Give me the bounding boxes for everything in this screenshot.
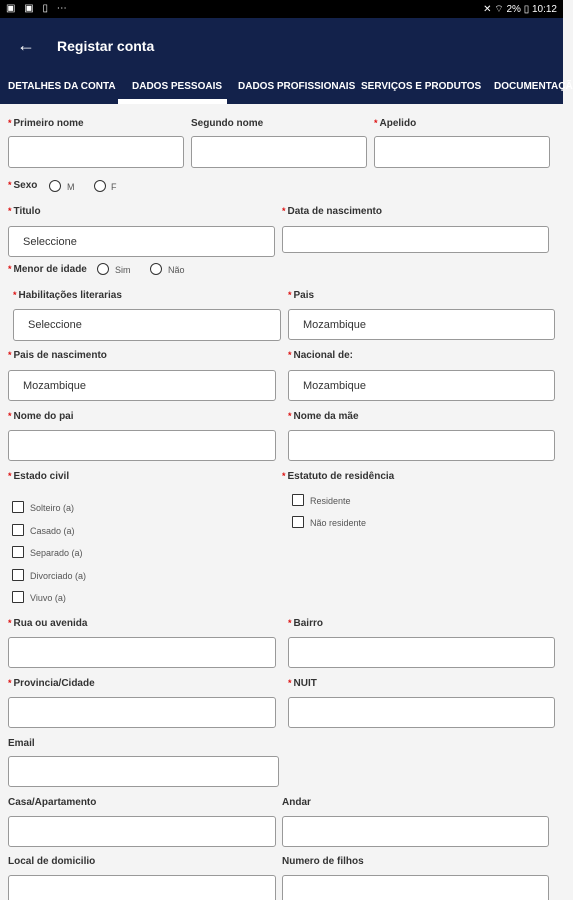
birth-date-input[interactable] — [282, 226, 549, 253]
street-input[interactable] — [8, 637, 276, 668]
minor-yes-label: Sim — [115, 265, 131, 275]
father-input[interactable] — [8, 430, 276, 461]
province-input[interactable] — [8, 697, 276, 728]
title-select-value: Seleccione — [23, 235, 77, 248]
back-arrow-icon[interactable]: ← — [17, 35, 35, 55]
app-bar — [0, 18, 563, 75]
minor-no-radio[interactable] — [150, 263, 162, 275]
status-icons-right: ✕ ⌔ 2% ▯ 10:12 — [483, 4, 557, 15]
residence-status-label: * Estatuto de residência — [282, 471, 394, 482]
first-name-input[interactable] — [8, 136, 184, 168]
status-bar — [0, 0, 563, 18]
residence-resident-label: Residente — [310, 496, 351, 506]
children-label: Numero de filhos — [282, 856, 364, 867]
civil-separated-checkbox[interactable] — [12, 546, 24, 558]
father-label: * Nome do pai — [8, 411, 74, 422]
birth-date-label: * Data de nascimento — [282, 206, 382, 217]
qualifications-select-value: Seleccione — [28, 319, 82, 331]
neighborhood-label: * Bairro — [288, 618, 323, 629]
sex-m-label: M — [67, 182, 75, 192]
sex-f-radio[interactable] — [94, 180, 106, 192]
street-label: * Rua ou avenida — [8, 618, 87, 629]
email-input[interactable] — [8, 756, 279, 787]
surname-label: * Apelido — [374, 118, 416, 129]
civil-single-label: Solteiro (a) — [30, 503, 75, 513]
civil-married-checkbox[interactable] — [12, 524, 24, 536]
floor-input[interactable] — [282, 816, 549, 847]
status-icons-left: ▣ ▣ ▯ ⋯ — [6, 3, 70, 14]
tab-professional-data[interactable]: DADOS PROFISSIONAIS — [238, 81, 356, 92]
second-name-label: Segundo nome — [191, 118, 264, 129]
residence-non-resident-checkbox[interactable] — [292, 516, 304, 528]
sex-f-label: F — [111, 182, 117, 192]
house-label: Casa/Apartamento — [8, 797, 97, 808]
nationality-select[interactable] — [288, 370, 555, 401]
qualifications-label: * Habilitações literarias — [13, 290, 122, 301]
civil-widowed-checkbox[interactable] — [12, 591, 24, 603]
minor-yes-radio[interactable] — [97, 263, 109, 275]
tab-services-products[interactable]: SERVIÇOS E PRODUTOS — [361, 81, 482, 92]
nuit-label: * NUIT — [288, 678, 317, 689]
country-label: * Pais — [288, 290, 314, 301]
house-input[interactable] — [8, 816, 276, 847]
tab-account-details[interactable]: DETALHES DA CONTA — [8, 81, 116, 92]
children-input[interactable] — [282, 875, 549, 900]
first-name-label: * Primeiro nome — [8, 118, 84, 129]
tab-bar — [0, 75, 573, 104]
birth-country-select[interactable] — [8, 370, 276, 401]
nationality-select-value: Mozambique — [303, 379, 366, 392]
civil-divorced-label: Divorciado (a) — [30, 571, 87, 581]
sex-m-radio[interactable] — [49, 180, 61, 192]
sex-label: * Sexo — [8, 180, 37, 191]
active-tab-indicator — [118, 99, 227, 104]
qualifications-select[interactable] — [13, 309, 281, 341]
civil-single-checkbox[interactable] — [12, 501, 24, 513]
nuit-input[interactable] — [288, 697, 555, 728]
mother-label: * Nome da mãe — [288, 411, 359, 422]
surname-input[interactable] — [374, 136, 550, 168]
floor-label: Andar — [282, 797, 311, 808]
tab-personal-data[interactable]: DADOS PESSOAIS — [132, 81, 223, 92]
civil-married-label: Casado (a) — [30, 526, 75, 536]
province-label: * Provincia/Cidade — [8, 678, 95, 689]
domicile-label: Local de domicilio — [8, 856, 96, 867]
birth-country-select-value: Mozambique — [23, 379, 86, 392]
civil-separated-label: Separado (a) — [30, 548, 83, 558]
minor-label: * Menor de idade — [8, 264, 87, 275]
civil-widowed-label: Viuvo (a) — [30, 593, 66, 603]
email-label: Email — [8, 738, 35, 749]
tab-documentation[interactable]: DOCUMENTAÇÃ — [494, 81, 573, 92]
country-select-value: Mozambique — [303, 318, 366, 331]
page-title: Registar conta — [57, 38, 155, 54]
neighborhood-input[interactable] — [288, 637, 555, 668]
domicile-input[interactable] — [8, 875, 276, 900]
title-select[interactable] — [8, 226, 275, 257]
civil-divorced-checkbox[interactable] — [12, 569, 24, 581]
nationality-label: * Nacional de: — [288, 350, 353, 361]
title-label: * Titulo — [8, 206, 41, 217]
mother-input[interactable] — [288, 430, 555, 461]
country-select[interactable] — [288, 309, 555, 340]
second-name-input[interactable] — [191, 136, 367, 168]
civil-status-label: * Estado civil — [8, 471, 69, 482]
residence-resident-checkbox[interactable] — [292, 494, 304, 506]
minor-no-label: Não — [168, 265, 185, 275]
residence-non-resident-label: Não residente — [310, 518, 367, 528]
birth-country-label: * Pais de nascimento — [8, 350, 107, 361]
